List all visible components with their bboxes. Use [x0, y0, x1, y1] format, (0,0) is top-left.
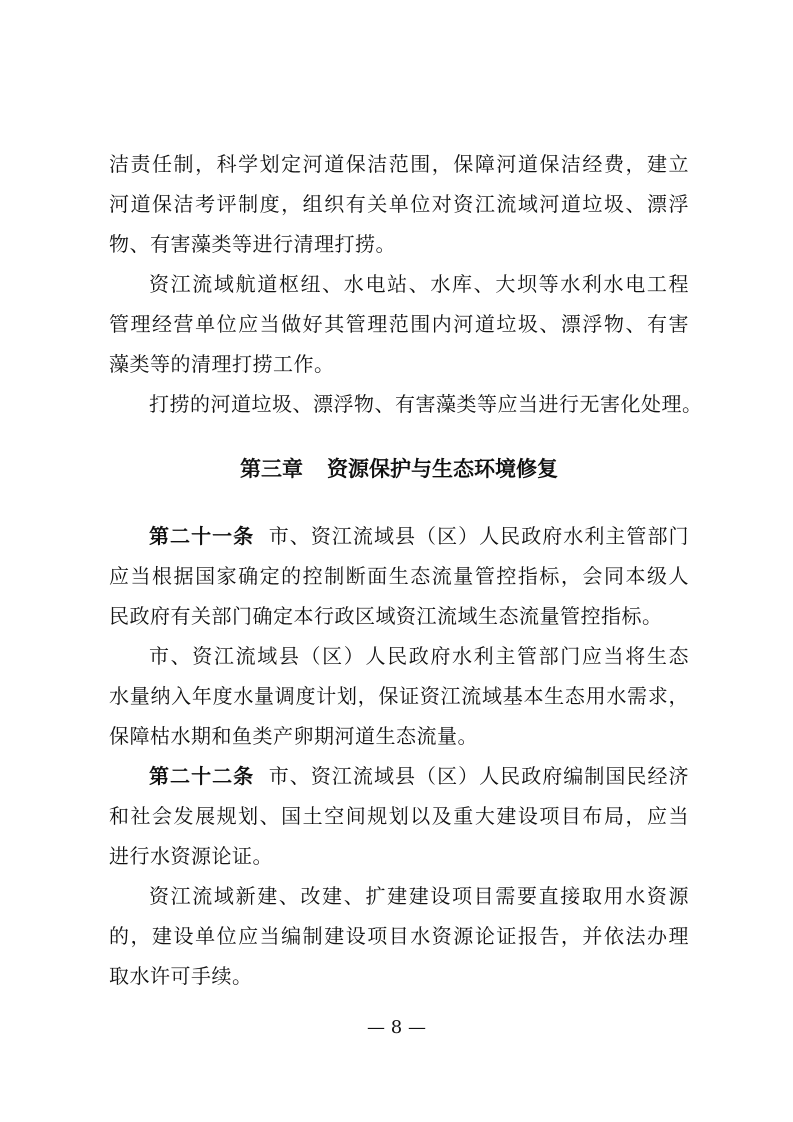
text-line: 河道保洁考评制度，组织有关单位对资江流域河道垃圾、漂浮 [109, 192, 689, 216]
text-line: 物、有害藻类等进行清理打捞。 [109, 232, 396, 256]
text-line: 和社会发展规划、国土空间规划以及重大建设项目布局，应当 [109, 804, 689, 828]
text-line: 市、资江流域县（区）人民政府水利主管部门应当将生态 [149, 644, 689, 668]
text-line [109, 756, 689, 796]
article-label: 第二十二条 [149, 764, 255, 788]
article-text: 市、资江流域县（区）人民政府水利主管部门 [268, 524, 690, 548]
page-content [109, 144, 703, 996]
text-line: 取水许可手续。 [109, 964, 253, 988]
text-line: 管理经营单位应当做好其管理范围内河道垃圾、漂浮物、有害 [109, 312, 689, 336]
chapter-title: 资源保护与生态环境修复 [327, 457, 558, 481]
article-22 [109, 756, 689, 996]
text-line: 藻类等的清理打捞工作。 [109, 352, 335, 376]
chapter-number: 第三章 [240, 457, 303, 481]
text-line: 民政府有关部门确定本行政区域资江流域生态流量管控指标。 [109, 604, 663, 628]
chapter-heading [109, 449, 689, 489]
article-21 [109, 516, 689, 756]
text-line: 保障枯水期和鱼类产卵期河道生态流量。 [109, 724, 478, 748]
text-line: 资江流域航道枢纽、水电站、水库、大坝等水利水电工程 [149, 272, 689, 296]
text-line [109, 516, 689, 556]
paragraph-cleanup-3 [109, 384, 703, 424]
text-line: 进行水资源论证。 [109, 844, 273, 868]
article-label: 第二十一条 [149, 524, 255, 548]
article-text: 市、资江流域县（区）人民政府编制国民经济 [268, 764, 690, 788]
paragraph-cleanup-2 [109, 264, 689, 384]
text-line: 的，建设单位应当编制建设项目水资源论证报告，并依法办理 [109, 924, 689, 948]
text-line: 打捞的河道垃圾、漂浮物、有害藻类等应当进行无害化处理。 [149, 392, 703, 416]
paragraph-cleanup-1 [109, 144, 689, 264]
page-number: — 8 — [367, 1017, 426, 1038]
text-line: 资江流域新建、改建、扩建建设项目需要直接取用水资源 [149, 884, 689, 908]
text-line: 水量纳入年度水量调度计划，保证资江流域基本生态用水需求， [109, 684, 689, 708]
text-line: 洁责任制，科学划定河道保洁范围，保障河道保洁经费，建立 [109, 152, 689, 176]
text-line: 应当根据国家确定的控制断面生态流量管控指标，会同本级人 [109, 564, 689, 588]
